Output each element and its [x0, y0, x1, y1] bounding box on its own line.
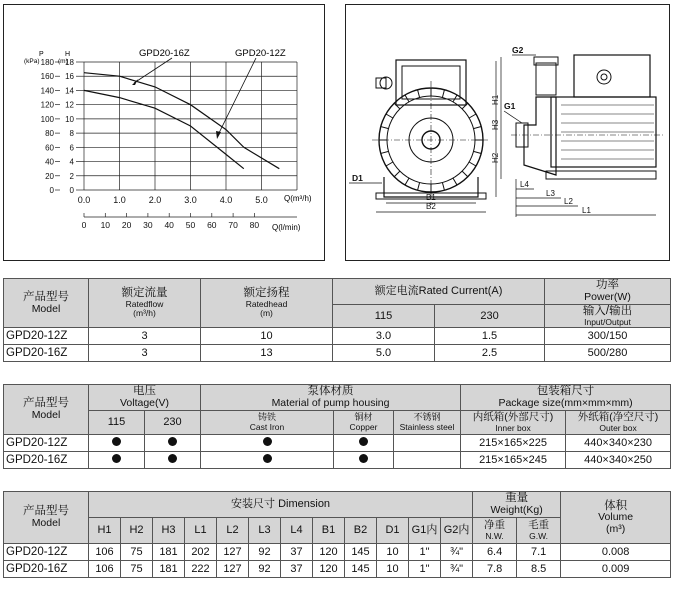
fin: [474, 127, 482, 129]
p-tick-label: 20: [45, 171, 54, 181]
h-tick-label: 14: [65, 86, 74, 96]
label-h2: H2: [491, 152, 500, 163]
h-axis-unit-m: (m): [58, 58, 68, 65]
ql-tick-label: 80: [249, 220, 260, 230]
fin: [386, 162, 393, 166]
fin: [469, 162, 476, 166]
ql-axis-label: Q(l/min): [272, 223, 301, 232]
fin: [418, 90, 420, 98]
current-230-header: 230: [435, 305, 545, 328]
series-label-16z: GPD20-16Z: [139, 48, 190, 59]
current-115-header: 115: [333, 305, 435, 328]
volume-header: 体积 Volume (m³): [561, 492, 671, 544]
dim-col-header: L3: [249, 518, 281, 544]
ql-tick-label: 20: [121, 220, 132, 230]
fin: [442, 90, 444, 98]
label-h1: H1: [491, 94, 500, 105]
model-header: 产品型号 Model: [4, 385, 89, 435]
model-header: 产品型号 Model: [4, 279, 89, 328]
power-header: 功率 Power(W): [545, 279, 671, 305]
gw-header: 毛重 G.W.: [517, 518, 561, 544]
front-view: [349, 60, 500, 212]
volt-115-header: 115: [89, 411, 145, 435]
q-tick-label: 3.0: [184, 195, 197, 205]
dot-mark: [359, 437, 368, 446]
pump-outlet: [536, 63, 556, 95]
label-b2: B2: [426, 202, 436, 211]
table-row: GPD20-12Z 215×165×225 440×340×230: [4, 435, 671, 452]
p-tick-label: 100: [40, 114, 54, 124]
outer-box-header: 外纸箱(净空尺寸) Outer box: [566, 411, 671, 435]
pump-dimension-drawing: [346, 5, 669, 260]
dim-col-header: H2: [121, 518, 153, 544]
p-axis-unit-kpa: (kPa): [24, 58, 40, 65]
x-ticks: [78, 195, 268, 230]
ql-tick-label: 0: [81, 220, 87, 230]
material-header: 泵体材质 Material of pump housing: [201, 385, 461, 411]
series-line-12z: [84, 90, 244, 168]
voltage-header: 电压 Voltage(V): [89, 385, 201, 411]
dot-mark: [263, 437, 272, 446]
p-tick-label: 80: [45, 129, 54, 139]
ql-tick-label: 60: [207, 220, 217, 230]
arrow-12z: [216, 131, 221, 139]
ql-tick-label: 30: [143, 220, 153, 230]
flow-header: 额定流量 Ratedflow (m³/h): [89, 279, 201, 328]
label-g2: G2: [512, 45, 524, 55]
fin: [442, 183, 444, 191]
fin: [381, 151, 389, 153]
p-tick-label: 120: [40, 100, 54, 110]
h-tick-label: 12: [65, 100, 74, 110]
stainless-header: 不锈钢 Stainless steel: [394, 411, 461, 435]
dim-col-header: H3: [153, 518, 185, 544]
q-tick-label: 0.0: [77, 195, 91, 205]
table-row: GPD20-12Z 3 10 3.0 1.5 300/150: [4, 328, 671, 345]
y-ticks: [41, 58, 84, 195]
h-tick-label: 18: [65, 58, 74, 67]
fin: [469, 114, 476, 118]
h-axis-unit: H: [65, 51, 71, 58]
table-row: GPD20-16Z 215×165×245 440×340×250: [4, 452, 671, 469]
p-tick-label: 180: [40, 58, 54, 67]
label-g1: G1: [504, 101, 516, 111]
input-output-header: 输入/输出 Input/Output: [545, 305, 671, 328]
dot-mark: [263, 454, 272, 463]
p-tick-label: 140: [40, 86, 54, 96]
fin: [453, 178, 457, 185]
dot-mark: [112, 437, 121, 446]
performance-chart: [4, 5, 324, 260]
fin: [386, 114, 393, 118]
h-tick-label: 10: [65, 114, 74, 124]
dim-col-header: L1: [185, 518, 217, 544]
dim-col-header: B2: [345, 518, 377, 544]
dim-col-header: L2: [217, 518, 249, 544]
head-header: 额定扬程 Ratedhead (m): [201, 279, 333, 328]
label-l3: L3: [546, 189, 555, 198]
cast-iron-header: 铸铁 Cast Iron: [201, 411, 334, 435]
h-tick-label: 8: [69, 129, 74, 139]
side-view: [491, 45, 664, 217]
fin: [394, 103, 400, 109]
q-axis-label: Q(m³/h): [284, 194, 312, 203]
dim-col-header: L4: [281, 518, 313, 544]
h-tick-label: 6: [69, 143, 74, 153]
h-tick-label: 4: [69, 157, 74, 167]
ql-tick-label: 40: [164, 220, 174, 230]
q-tick-label: 5.0: [255, 195, 268, 205]
weight-header: 重量 Weight(Kg): [473, 492, 561, 518]
fin: [418, 183, 420, 191]
performance-chart-panel: [3, 4, 325, 261]
dim-col-header: G1内: [409, 518, 441, 544]
fin: [462, 171, 468, 177]
label-h3: H3: [491, 119, 500, 130]
model-header: 产品型号 Model: [4, 492, 89, 544]
fin: [405, 95, 409, 102]
ql-tick-label: 10: [100, 220, 111, 230]
side-junction-box: [574, 55, 650, 97]
fin: [453, 95, 457, 102]
material-package-table: [3, 384, 671, 469]
p-tick-label: 160: [40, 72, 54, 82]
inner-box-header: 内纸箱(外部尺寸) Inner box: [461, 411, 566, 435]
fin: [462, 103, 468, 109]
table-row: GPD20-12Z 106 75 181 202 127 92 37 120 145 10 1" ¾" 6.4 7.1 0.008: [4, 544, 671, 561]
q-tick-label: 2.0: [148, 195, 162, 205]
dimension-weight-table: [3, 491, 671, 578]
table-row: GPD20-16Z 106 75 181 222 127 92 37 120 145 10 1" ¾" 7.8 8.5 0.009: [4, 561, 671, 578]
series-line-16z: [84, 73, 279, 169]
h-tick-label: 2: [69, 171, 74, 181]
ql-tick-label: 70: [228, 220, 238, 230]
chart-grid: [84, 62, 297, 217]
dim-col-header: D1: [377, 518, 409, 544]
p-tick-label: 0: [49, 186, 54, 195]
label-l2: L2: [564, 197, 573, 206]
side-foot: [546, 171, 656, 179]
q-tick-label: 4.0: [219, 195, 233, 205]
fin: [474, 151, 482, 153]
fin: [394, 171, 400, 177]
p-tick-label: 40: [45, 157, 54, 167]
p-axis-unit: P: [39, 51, 44, 58]
rated-spec-table: [3, 278, 671, 362]
table-row: GPD20-16Z 3 13 5.0 2.5 500/280: [4, 345, 671, 362]
label-l1: L1: [582, 206, 591, 215]
package-header: 包装箱尺寸 Package size(mm×mm×mm): [461, 385, 671, 411]
volt-230-header: 230: [145, 411, 201, 435]
copper-header: 铜材 Copper: [334, 411, 394, 435]
fin: [405, 178, 409, 185]
h-tick-label: 0: [69, 186, 74, 195]
label-l4: L4: [520, 180, 529, 189]
dim-col-header: G2内: [441, 518, 473, 544]
dot-mark: [112, 454, 121, 463]
fin: [381, 127, 389, 129]
side-fins: [561, 105, 654, 159]
nw-header: 净重 N.W.: [473, 518, 517, 544]
chart-curves: [84, 73, 279, 169]
label-b1: B1: [426, 193, 436, 202]
ql-tick-label: 50: [185, 220, 196, 230]
series-label-12z: GPD20-12Z: [235, 48, 286, 59]
dot-mark: [168, 454, 177, 463]
dot-mark: [359, 454, 368, 463]
label-d1: D1: [352, 173, 363, 183]
leader-12z: [218, 58, 256, 135]
dim-col-header: H1: [89, 518, 121, 544]
h-tick-label: 16: [65, 72, 74, 82]
dimension-drawing-panel: [345, 4, 670, 261]
dimension-header: 安装尺寸 Dimension: [89, 492, 473, 518]
q-tick-label: 1.0: [113, 195, 126, 205]
dim-col-header: B1: [313, 518, 345, 544]
p-tick-label: 60: [45, 143, 54, 153]
current-header: 额定电流Rated Current(A): [333, 279, 545, 305]
dot-mark: [168, 437, 177, 446]
